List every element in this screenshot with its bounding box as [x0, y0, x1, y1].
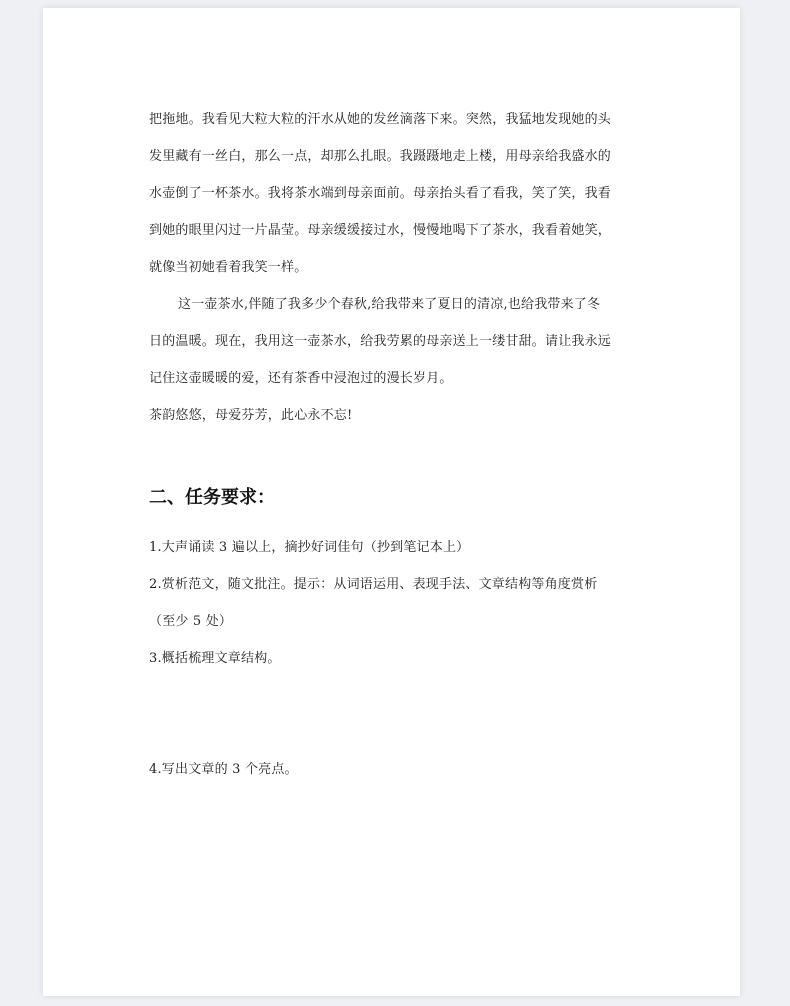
section-spacer	[149, 438, 647, 483]
article-paragraph-line: 日的温暖。现在，我用这一壶茶水，给我劳累的母亲送上一缕甘甜。请让我永远	[149, 334, 612, 349]
article-line: 把拖地。我看见大粒大粒的汗水从她的发丝滴落下来。突然，我猛地发现她的头	[149, 112, 612, 127]
article-line: 就像当初她看着我笑一样。	[149, 260, 308, 275]
answer-space	[149, 681, 647, 755]
article-closing-line: 茶韵悠悠，母爱芬芳，此心永不忘!	[149, 408, 353, 423]
article-paragraph-line: 这一壶茶水,伴随了我多少个春秋,给我带来了夏日的清凉,也给我带来了冬	[178, 297, 601, 312]
document-page	[43, 8, 740, 996]
task-item-2: 2.赏析范文，随文批注。提示：从词语运用、表现手法、文章结构等角度赏析	[149, 577, 598, 592]
article-line: 水壶倒了一杯茶水。我将茶水端到母亲面前。母亲抬头看了看我，笑了笑，我看	[149, 186, 612, 201]
task-item-1: 1.大声诵读 3 遍以上，摘抄好词佳句（抄到笔记本上）	[149, 540, 470, 555]
article-line: 到她的眼里闪过一片晶莹。母亲缓缓接过水，慢慢地喝下了茶水，我看着她笑，	[149, 223, 612, 238]
article-line: 发里藏有一丝白，那么一点，却那么扎眼。我蹑蹑地走上楼，用母亲给我盛水的	[149, 149, 612, 164]
article-paragraph-line: 记住这壶暖暖的爱，还有茶香中浸泡过的漫长岁月。	[149, 371, 453, 386]
page-content	[149, 105, 647, 792]
task-item-4: 4.写出文章的 3 个亮点。	[149, 762, 298, 777]
task-item-3: 3.概括梳理文章结构。	[149, 651, 281, 666]
task-item-2-continuation: （至少 5 处）	[149, 614, 233, 629]
section-heading: 二、任务要求：	[149, 487, 275, 508]
